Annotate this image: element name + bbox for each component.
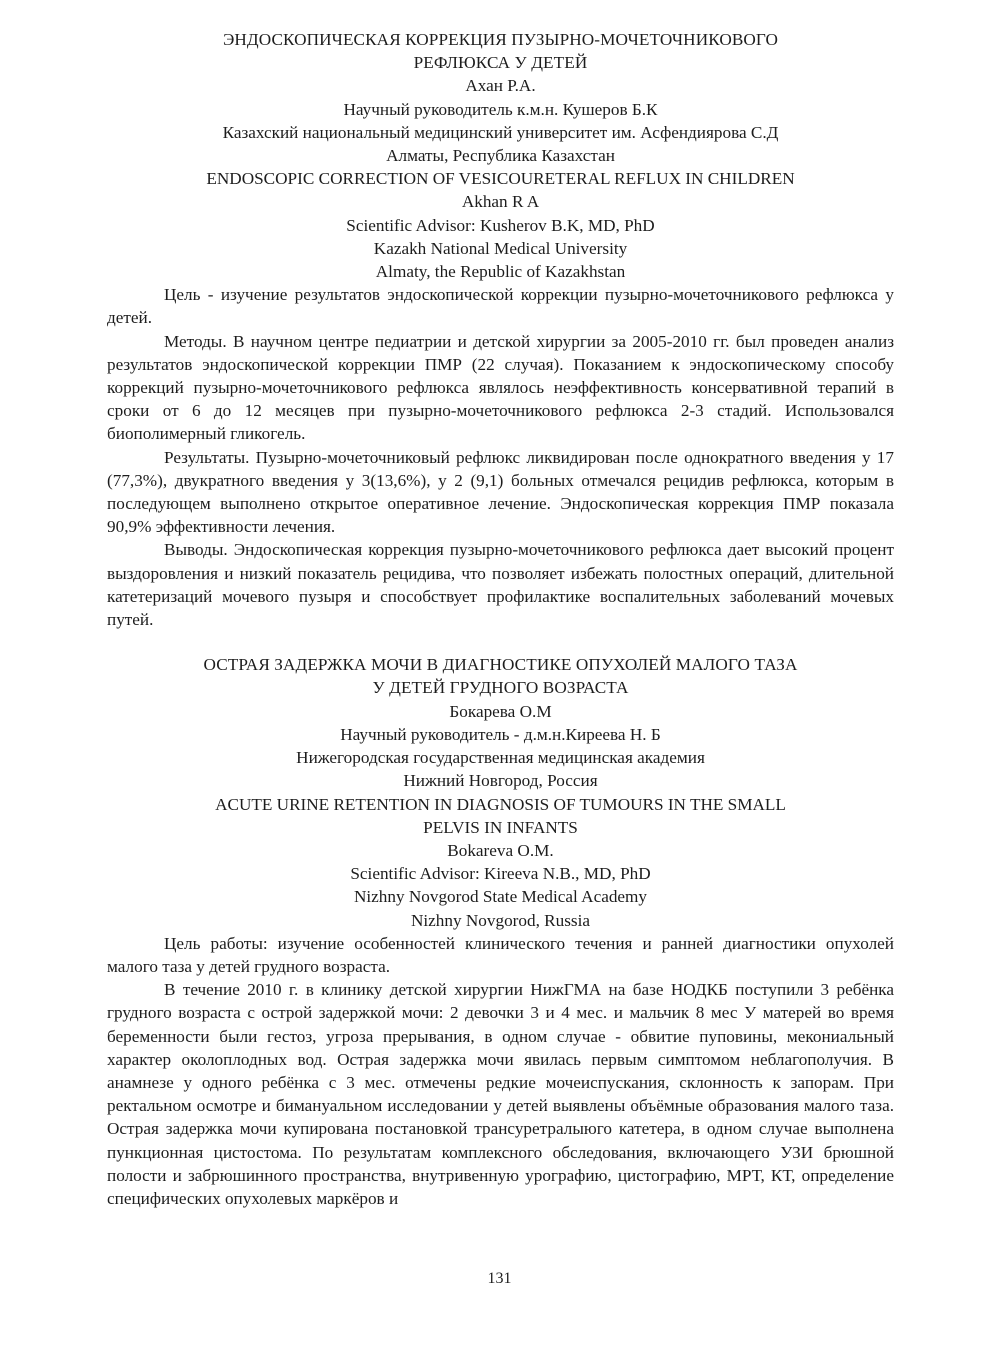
article-2-advisor-en: Scientific Advisor: Kireeva N.B., MD, PhD (350, 864, 651, 884)
article-1-paragraph-aim: Цель - изучение результатов эндоскопической коррекции пузырно-мочеточникового рефлюкса у детей. (107, 285, 894, 328)
article-2-title-ru-line-2: У ДЕТЕЙ ГРУДНОГО ВОЗРАСТА (372, 678, 629, 698)
article-2 (107, 653, 894, 1210)
page-number: 131 (487, 1270, 512, 1287)
article-1-advisor-en: Scientific Advisor: Kusherov B.K, MD, PhD (346, 215, 655, 235)
article-2-location-en: Nizhny Novgorod, Russia (410, 910, 591, 930)
article-2-title-ru-line-1: ОСТРАЯ ЗАДЕРЖКА МОЧИ В ДИАГНОСТИКЕ ОПУХОЛЕЙ МАЛОГО ТАЗА (203, 655, 798, 675)
article-2-advisor-ru: Научный руководитель - д.м.н.Киреева Н. Б (340, 724, 661, 744)
article-1-author-en: Akhan R A (461, 192, 540, 212)
article-1-title-ru-line-1: ЭНДОСКОПИЧЕСКАЯ КОРРЕКЦИЯ ПУЗЫРНО-МОЧЕТОЧНИКОВОГО (222, 30, 779, 49)
article-1-location-ru: Алматы, Республика Казахстан (386, 146, 615, 166)
article-1-paragraph-methods: Методы. В научном центре педиатрии и детской хирургии за 2005-2010 гг. был проведен анализ результатов эндоскопической коррекции ПМР (22 случая). Показанием к эндоскопическому способу коррекций пузырно-мочеточникового рефлюкса являлось неэффективность консервативной терапий в сроки от 6 до 12 месяцев при пузырно-мочеточникового рефлюкса 2-3 стадий. Использовался биополимерный гликогель. (107, 331, 894, 444)
article-2-author-ru: Бокарева О.М (449, 701, 552, 721)
article-1-author-ru: Ахан Р.А. (465, 76, 536, 96)
article-2-paragraph-aim: Цель работы: изучение особенностей клинического течения и ранней диагностики опухолей малого таза у детей грудного возраста. (107, 933, 894, 976)
page-content (107, 28, 894, 1210)
article-1 (107, 28, 894, 631)
article-2-title-en-line-1: ACUTE URINE RETENTION IN DIAGNOSIS OF TUMOURS IN THE SMALL (215, 794, 786, 814)
article-2-location-ru: Нижний Новгород, Россия (403, 771, 598, 791)
article-1-advisor-ru: Научный руководитель к.м.н. Кушеров Б.К (343, 99, 658, 119)
article-2-institution-ru: Нижегородская государственная медицинская академия (296, 748, 705, 768)
article-2-institution-en: Nizhny Novgorod State Medical Academy (353, 887, 648, 907)
article-2-title-en-line-2: PELVIS IN INFANTS (423, 817, 578, 837)
article-1-paragraph-results: Результаты. Пузырно-мочеточниковый рефлюкс ликвидирован после однократного введения у 17 (77,3%), двукратного введения у 3(13,6%), у 2 (9,1) больных отмечался рецидив рефлюкса, которым в последующем выполнено открытое оперативное лечение. Эндоскопическая коррекция ПМР показала 90,9% эффективности лечения. (107, 447, 894, 537)
article-1-location-en: Almaty, the Republic of Kazakhstan (375, 262, 626, 282)
article-1-paragraph-conclusions: Выводы. Эндоскопическая коррекция пузырно-мочеточникового рефлюкса дает высокий процент выздоровления и низкий показатель рецидива, что позволяет избежать полостных операций, длительной катетеризаций мочевого пузыря и способствует профилактике воспалительных заболеваний мочевых путей. (107, 540, 894, 630)
article-1-institution-en: Kazakh National Medical University (373, 238, 628, 258)
article-2-author-en: Bokareva O.M. (447, 840, 554, 860)
article-1-institution-ru: Казахский национальный медицинский университет им. Асфендиярова С.Д (222, 122, 779, 142)
article-1-title-ru-line-2: РЕФЛЮКСА У ДЕТЕЙ (413, 53, 588, 73)
section-gap (107, 631, 894, 653)
article-1-title-en: ENDOSCOPIC CORRECTION OF VESICOURETERAL REFLUX IN CHILDREN (206, 169, 795, 189)
article-2-paragraph-body: В течение 2010 г. в клинику детской хирургии НижГМА на базе НОДКБ поступили 3 ребёнка грудного возраста с острой задержкой мочи: 2 девочки 3 и 4 мес. и мальчик 8 мес У матерей во время беременности были гестоз, угроза прерывания, в одном случае - обвитие пуповины, мекониальный характер околоплодных вод. Острая задержка мочи явилась первым симптомом неблагополучия. В анамнезе у одного ребёнка с 3 мес. отмечены редкие мочеиспускания, склонность к запорам. При ректальном осмотре и бимануальном исследовании у детей выявлены объёмные образования малого таза. Острая задержка мочи купирована постановкой трансуретралыюго катетера, в одном случае выполнена пункционная цистостома. По результатам комплексного обследования, включающего УЗИ брюшной полости и забрюшинного пространства, внутривенную урографию, цистографию, МРТ, КТ, определение специфических опухолевых маркёров и (107, 980, 894, 1208)
